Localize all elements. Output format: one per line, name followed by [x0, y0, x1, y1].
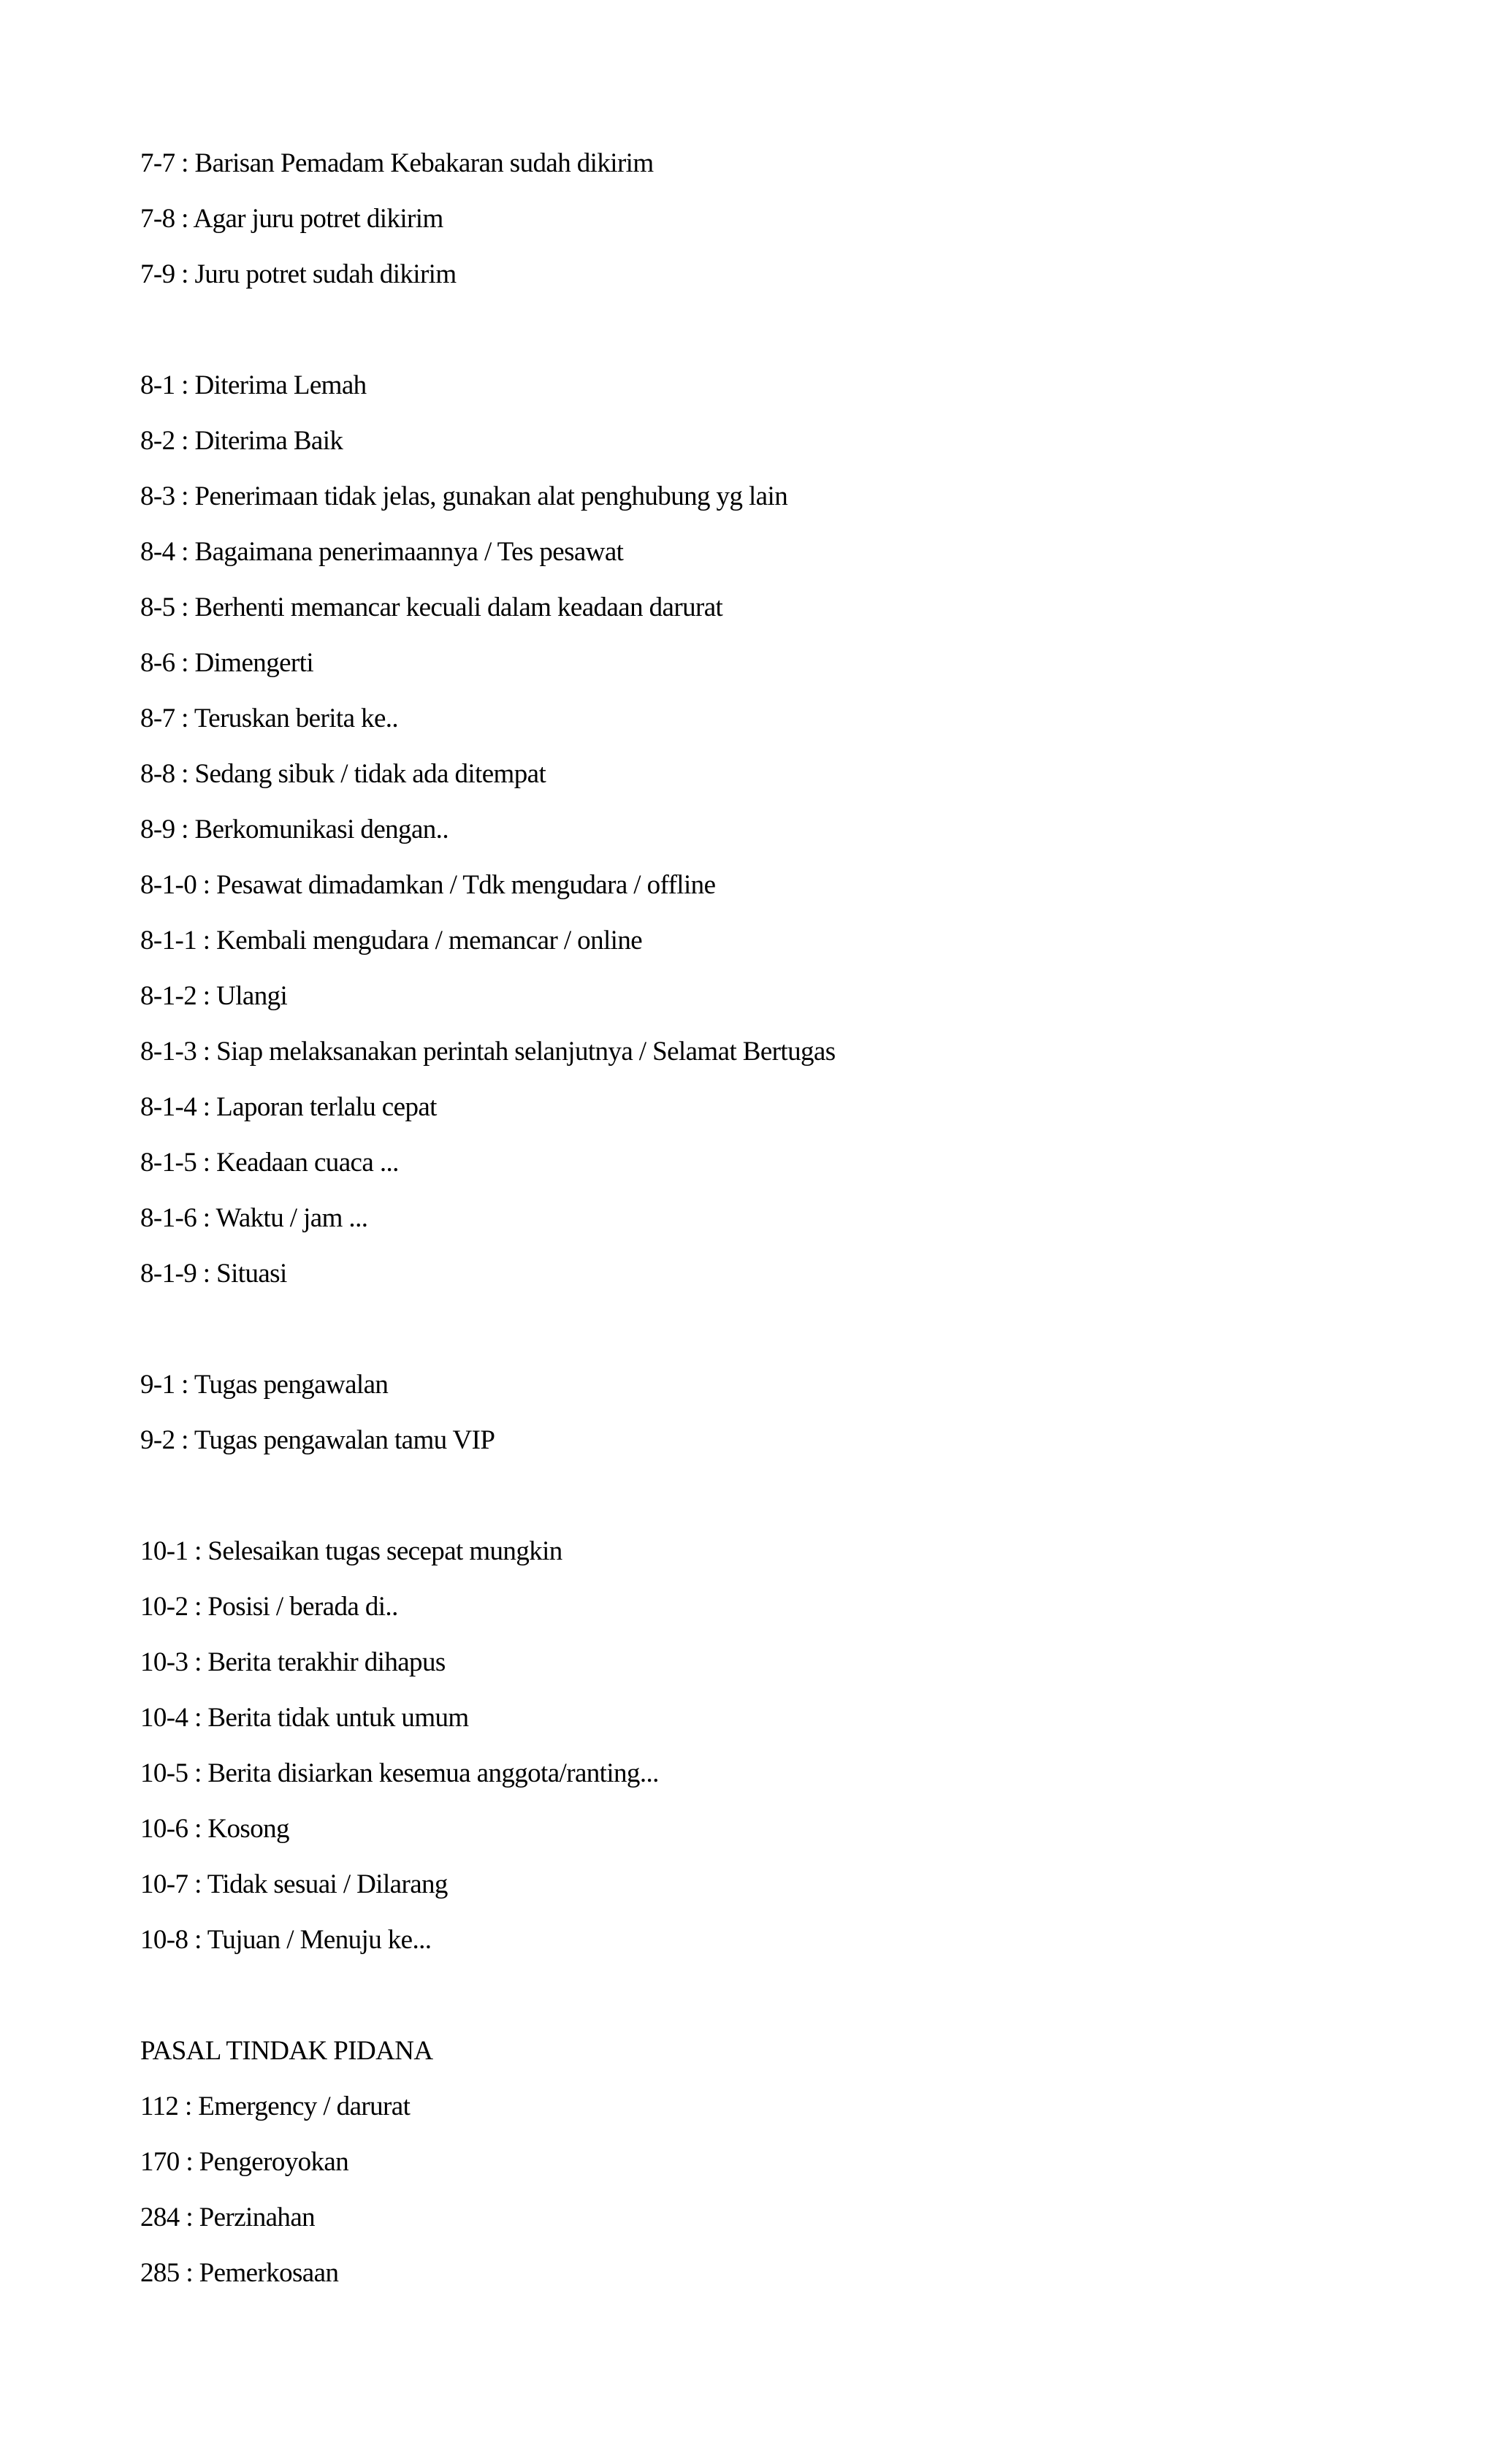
list-item: 8-9 : Berkomunikasi dengan.. — [140, 815, 449, 844]
list-item: 112 : Emergency / darurat — [140, 2091, 411, 2121]
list-item: 8-6 : Dimengerti — [140, 648, 314, 678]
list-item: 8-7 : Teruskan berita ke.. — [140, 703, 399, 733]
list-item: 284 : Perzinahan — [140, 2202, 316, 2232]
list-item: 8-8 : Sedang sibuk / tidak ada ditempat — [140, 759, 546, 789]
list-item: 8-1 : Diterima Lemah — [140, 370, 367, 400]
section-pasal-tindak-pidana — [140, 2024, 1382, 2301]
list-item: 8-3 : Penerimaan tidak jelas, gunakan alat penghubung yg lain — [140, 481, 788, 511]
list-item: 8-4 : Bagaimana penerimaannya / Tes pesawat — [140, 537, 624, 567]
list-item: 10-5 : Berita disiarkan kesemua anggota/ranting... — [140, 1758, 659, 1788]
section-spacer — [140, 1968, 1382, 2024]
list-item: 8-1-9 : Situasi — [140, 1259, 287, 1289]
list-item: 8-1-2 : Ulangi — [140, 981, 288, 1011]
section-spacer — [140, 302, 1382, 358]
list-item: 10-3 : Berita terakhir dihapus — [140, 1647, 446, 1677]
list-item: 9-1 : Tugas pengawalan — [140, 1370, 389, 1400]
section-spacer — [140, 1302, 1382, 1357]
list-item: 8-1-6 : Waktu / jam ... — [140, 1203, 368, 1233]
code-list — [140, 136, 1382, 2301]
list-item: 8-5 : Berhenti memancar kecuali dalam keadaan darurat — [140, 592, 723, 622]
list-item: 10-4 : Berita tidak untuk umum — [140, 1703, 469, 1733]
list-item: 10-2 : Posisi / berada di.. — [140, 1592, 398, 1622]
list-item: 10-8 : Tujuan / Menuju ke... — [140, 1925, 432, 1955]
section-heading: PASAL TINDAK PIDANA — [140, 2036, 433, 2066]
list-item: 8-1-3 : Siap melaksanakan perintah selanjutnya / Selamat Bertugas — [140, 1037, 836, 1067]
list-item: 8-1-4 : Laporan terlalu cepat — [140, 1092, 437, 1122]
list-item: 7-8 : Agar juru potret dikirim — [140, 204, 443, 234]
list-item: 7-7 : Barisan Pemadam Kebakaran sudah dikirim — [140, 148, 654, 178]
section-code-9 — [140, 1357, 1382, 1468]
list-item: 10-6 : Kosong — [140, 1814, 289, 1844]
list-item: 9-2 : Tugas pengawalan tamu VIP — [140, 1425, 495, 1455]
section-code-8 — [140, 358, 1382, 1302]
list-item: 8-1-0 : Pesawat dimadamkan / Tdk mengudara / offline — [140, 870, 716, 900]
list-item: 10-7 : Tidak sesuai / Dilarang — [140, 1869, 448, 1899]
list-item: 8-1-1 : Kembali mengudara / memancar / online — [140, 926, 643, 956]
list-item: 8-1-5 : Keadaan cuaca ... — [140, 1148, 399, 1178]
list-item: 7-9 : Juru potret sudah dikirim — [140, 259, 457, 289]
list-item: 10-1 : Selesaikan tugas secepat mungkin — [140, 1536, 562, 1566]
section-spacer — [140, 1468, 1382, 1524]
list-item: 285 : Pemerkosaan — [140, 2258, 339, 2288]
section-code-10 — [140, 1524, 1382, 1968]
list-item: 170 : Pengeroyokan — [140, 2147, 349, 2177]
list-item: 8-2 : Diterima Baik — [140, 426, 343, 456]
section-code-7 — [140, 136, 1382, 302]
